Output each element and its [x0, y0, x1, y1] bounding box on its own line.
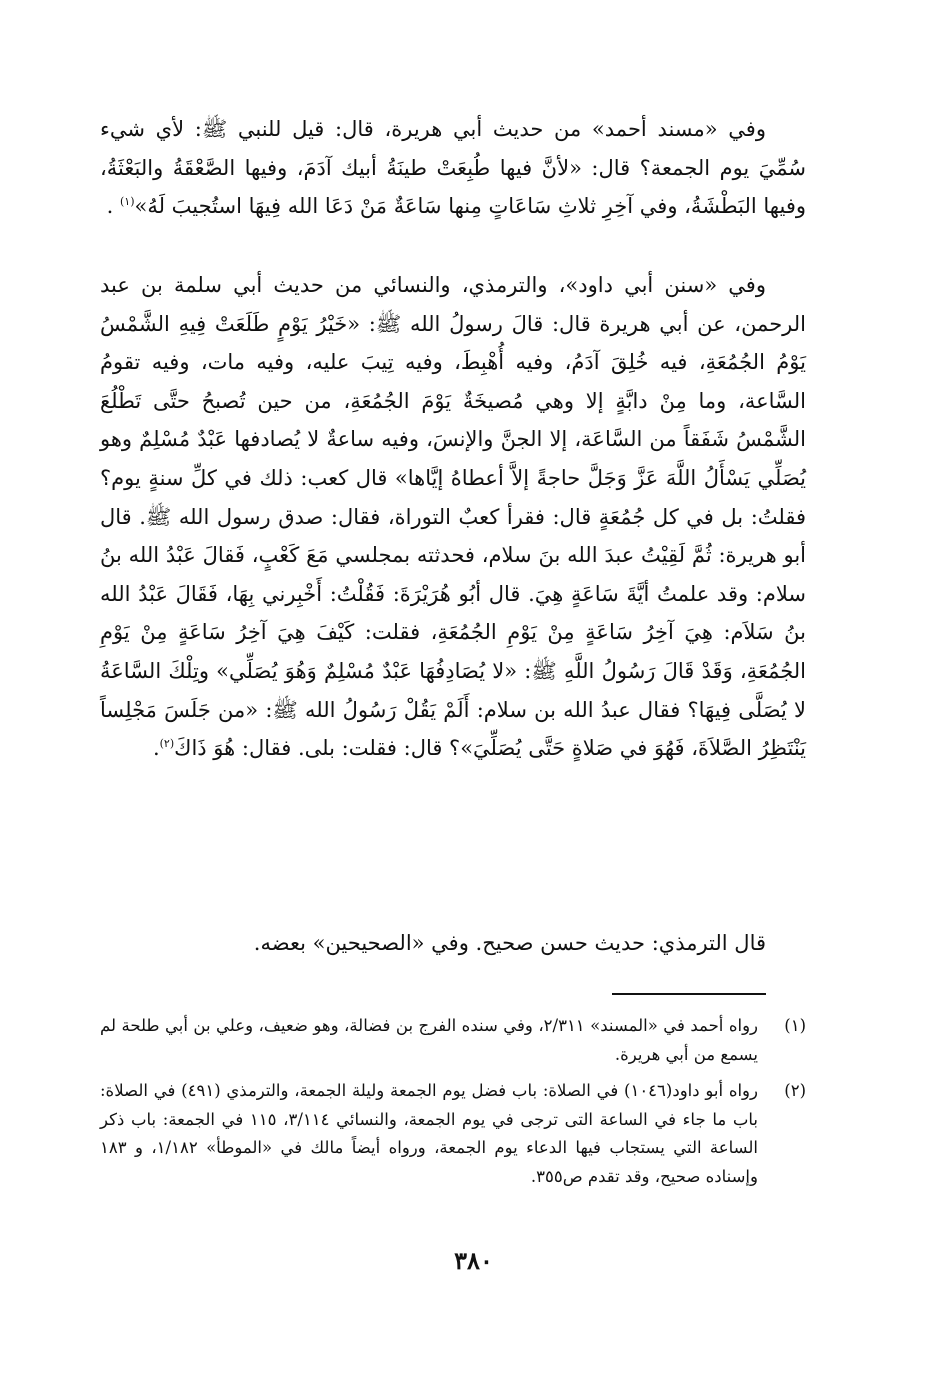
- page-number: ٣٨٠: [454, 1246, 493, 1275]
- footnote-2: [100, 1077, 806, 1191]
- footnote-ref-1: (١): [119, 195, 135, 209]
- footnote-1: [100, 1012, 806, 1069]
- paragraph-end-mark: .: [106, 194, 114, 219]
- paragraph-end-mark: .: [152, 736, 160, 761]
- footnotes: [100, 1012, 806, 1200]
- paragraph-musnad-ahmad: [100, 110, 806, 226]
- footnote-text: رواه أحمد في «المسند» ٢/٣١١، وفي سنده الفرج بن فضالة، وهو ضعيف، وعلي بن أبي طلحة لم يسمع من أبي هريرة.: [100, 1016, 759, 1064]
- paragraph-text: وفي «سنن أبي داود»، والترمذي، والنسائي من حديث أبي سلمة بن عبد الرحمن، عن أبي هريرة قال: قالَ رسولُ الله ﷺ: «خَيْرُ يَوْمٍ طَلَعَتْ فِيهِ الشَّمْسُ يَوْمُ الجُمُعَةِ، فيه خُلِقَ آدَمُ، وفيه أُهْبِطَ، وفيه تِيبَ عليه، وفيه مات، وفيه تقومُ السَّاعة، وما مِنْ دابَّةٍ إلا وهي مُصيخَةٌ يَوْمَ الجُمُعَةِ، من حين تُصبحُ حتَّى تَطْلُعَ الشَّمْسُ شَفَقاً من السَّاعَة، إلا الجنَّ والإنسَ، وفيه ساعةٌ لا يُصادفها عَبْدٌ مُسْلِمٌ وهو يُصَلِّي يَسْأَلُ اللَّهَ عَزَّ وَجَلَّ حاجةً إلاَّ أعطاهُ إيَّاها» قال كعب: ذلك في كلِّ سنةٍ يوم؟ فقلتُ: بل في كل جُمُعَةٍ قال: فقرأ كعبٌ التوراة، فقال: صدق رسول الله ﷺ. قال أبو هريرة: ثُمَّ لَقِيْتُ عبدَ الله بنَ سلام، فحدثته بمجلسي مَعَ كَعْبٍ، فَقالَ عَبْدُ الله بنُ سلام: وقد علمتُ أيَّةَ سَاعَةٍ هِيَ. قال أبُو هُرَيْرَةَ: فَقُلْتُ: أَخْبِرني بِهَا، فَقَالَ عَبْدُ الله بنُ سَلاَم: هِيَ آخِرُ سَاعَةٍ مِنْ يَوْمِ الجُمُعَةِ، فقلت: كَيْفَ هِيَ آخِرُ سَاعَةٍ مِنْ يَوْمِ الجُمُعَةِ، وَقَدْ قَالَ رَسُولُ اللَّهِ ﷺ: «لا يُصَادِفُهَا عَبْدٌ مُسْلِمٌ وَهُوَ يُصَلِّي» وتِلْكَ السَّاعَةُ لا يُصَلَّى فِيهَا؟ فقال عبدُ الله بن سلام: أَلَمْ يَقُلْ رَسُولُ الله ﷺ: «من جَلَسَ مَجْلِساً يَنْتَظِرُ الصَّلاَةَ، فَهُوَ في صَلاةٍ حَتَّى يُصَلِّيَ»؟ قال: فقلت: بلى. فقال: هُوَ ذَاكَ: [100, 273, 806, 761]
- footnote-number: (١): [784, 1016, 806, 1035]
- paragraph-text: وفي «مسند أحمد» من حديث أبي هريرة، قال: قيل للنبي ﷺ: لأي شيء سُمِّيَ يوم الجمعة؟ قال: «لأنَّ فيها طُبِعَتْ طينَةُ أبيك آدَمَ، وفيها الصَّعْقَةُ والبَعْثَةُ، وفيها البَطْشَةُ، وفي آخِرِ ثلاثِ سَاعَاتٍ مِنها سَاعَةٌ مَنْ دَعَا الله فِيهَا استُجيبَ لَهُ»: [100, 117, 806, 219]
- paragraph-tirmidhi-grading: قال الترمذي: حديث حسن صحيح. وفي «الصحيحين» بعضه.: [253, 931, 766, 955]
- footnote-text: رواه أبو داود(١٠٤٦) في الصلاة: باب فضل يوم الجمعة وليلة الجمعة، والترمذي (٤٩١) في الصلاة: باب ما جاء في الساعة التى ترجى في يوم الجمعة، والنسائي ٣/١١٤، ١١٥ في الجمعة: باب ذكر الساعة التي يستجاب فيها الدعاء يوم الجمعة، ورواه أيضاً مالك في «الموطأ» ١/١٨٢، و ١٨٣ وإسناده صحيح، وقد تقدم ص٣٥٥.: [100, 1081, 758, 1186]
- footnote-number: (٢): [784, 1081, 806, 1101]
- paragraph-sunan-abi-dawud: [100, 266, 806, 768]
- footnote-divider: [612, 993, 766, 995]
- footnote-ref-2: (٢): [159, 737, 175, 751]
